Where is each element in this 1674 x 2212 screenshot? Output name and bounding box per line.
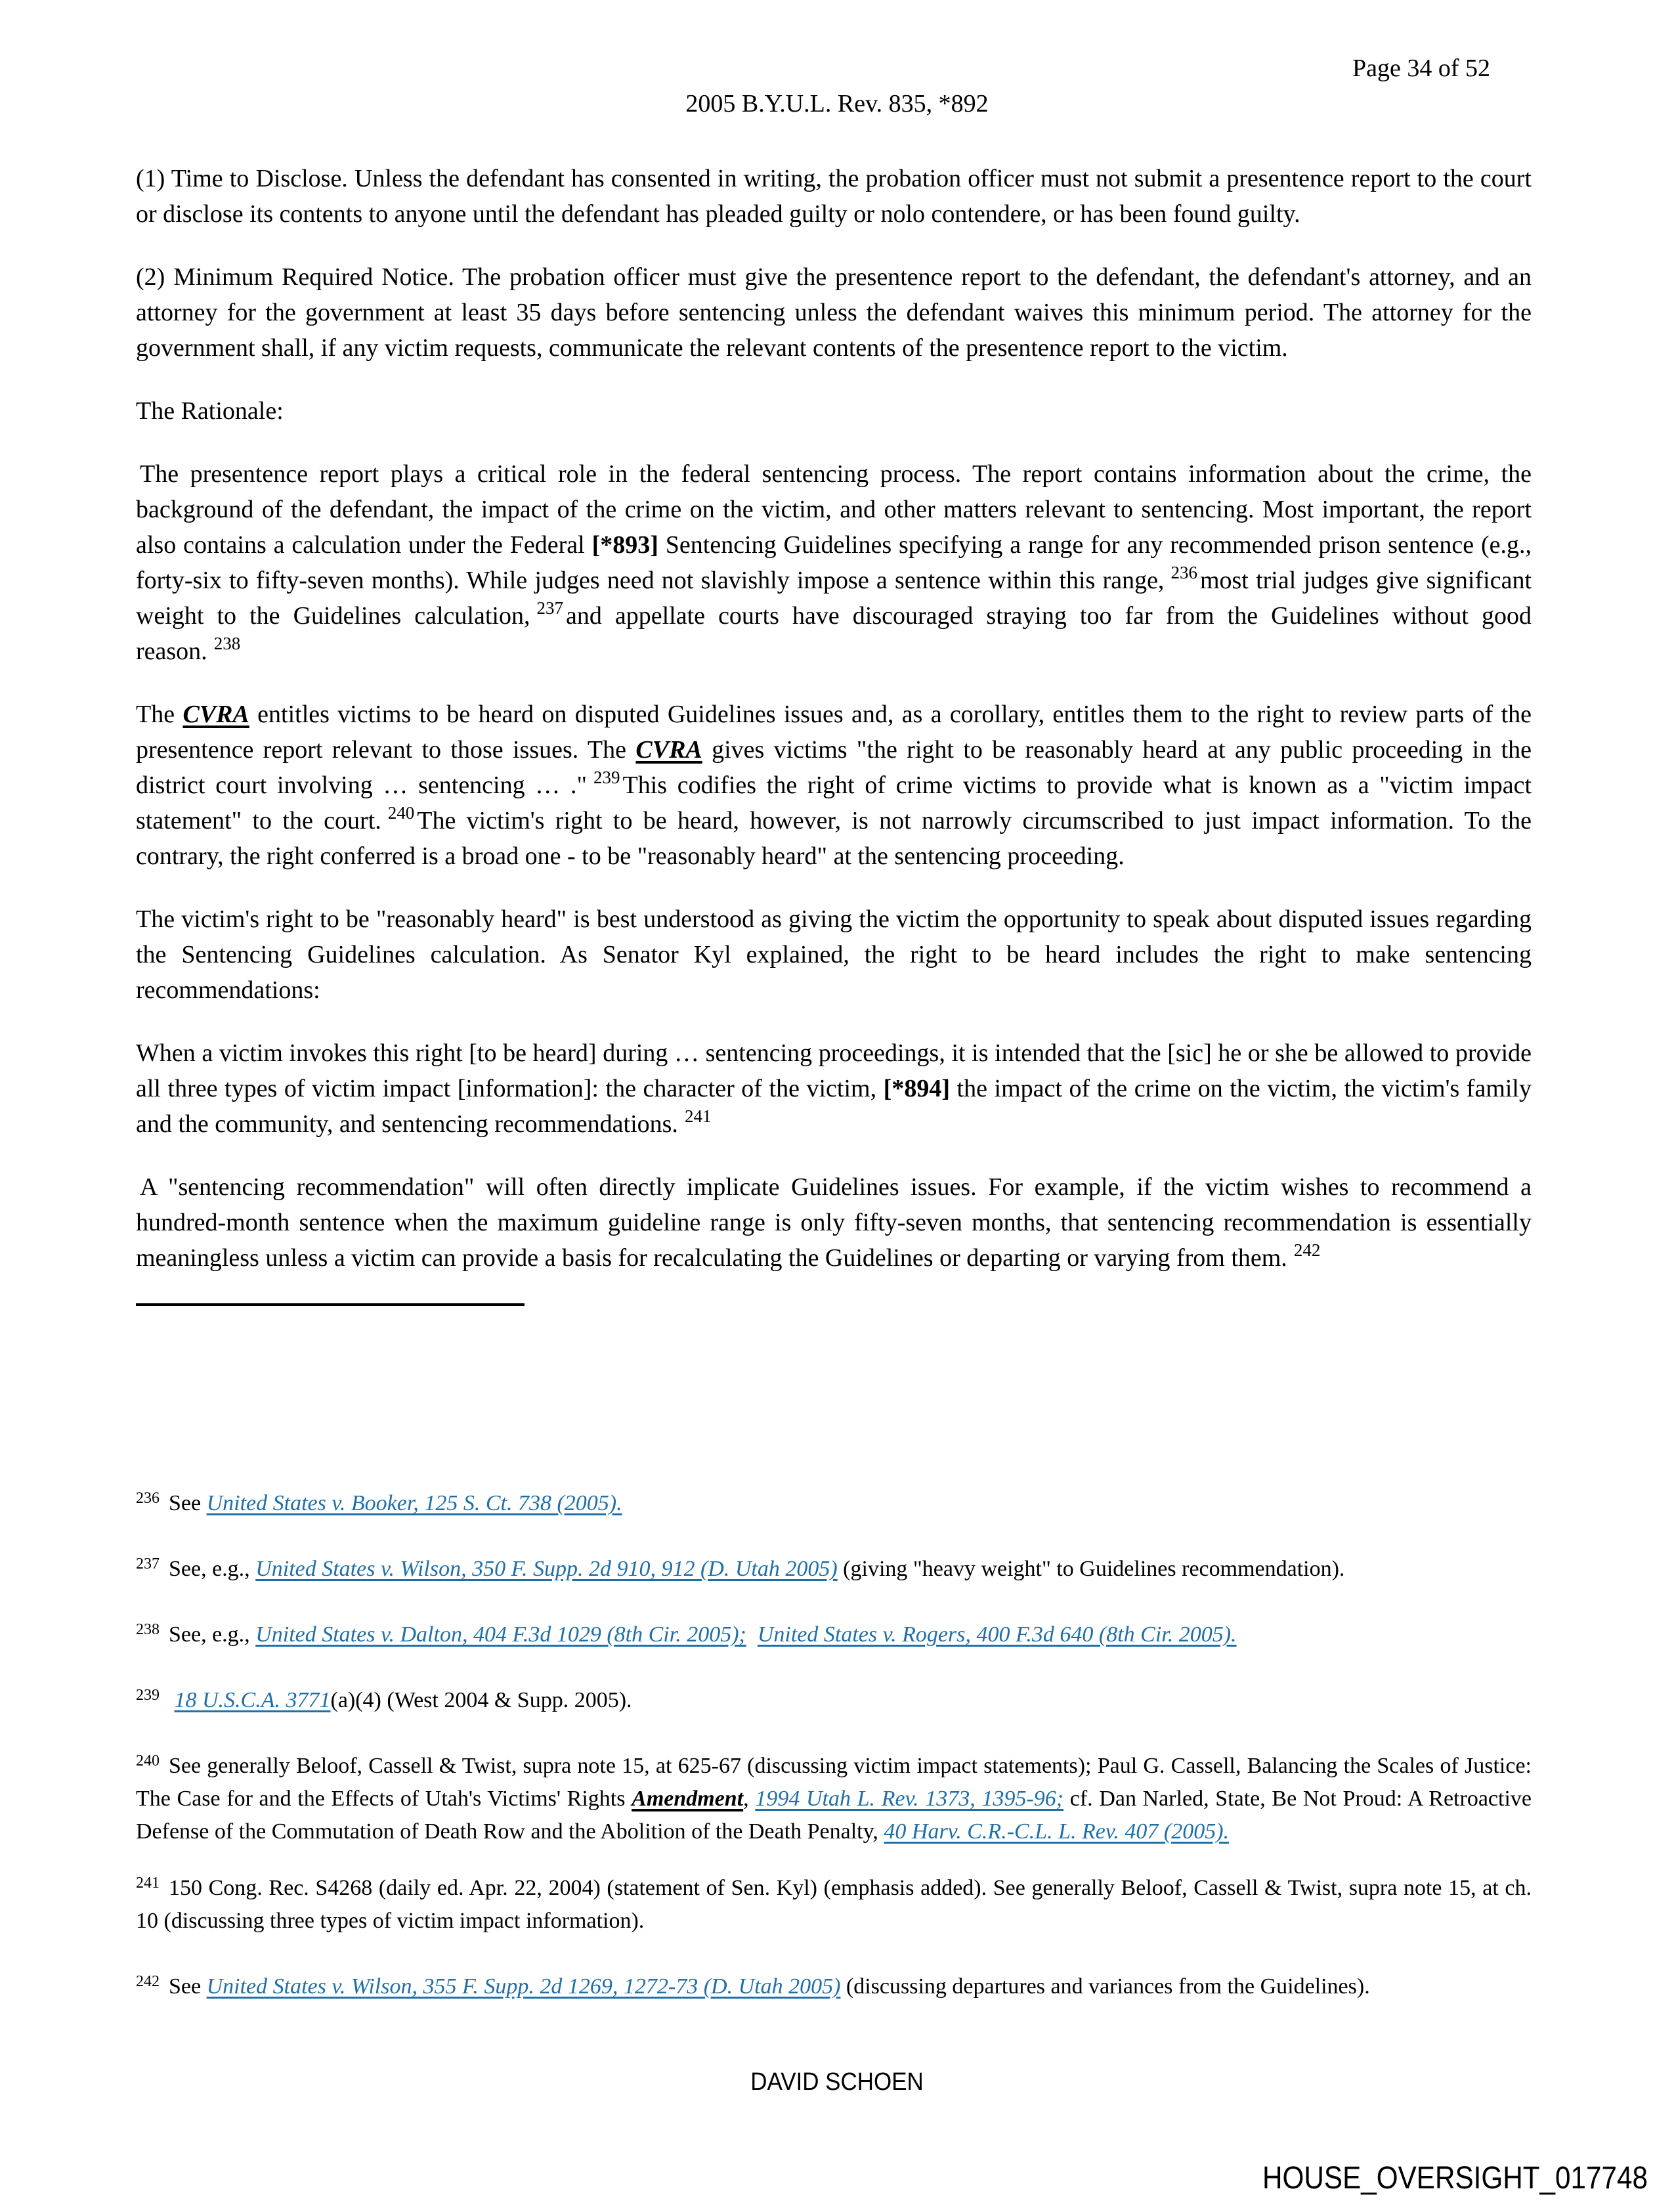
text: entitles victims to be heard on disputed Guidelines issues and, as a corollary, entitles them to the right to review parts of the presentence report relevant to those issues. The [136, 701, 1532, 764]
text: cf. Dan Narled, State, Be Not Proud: A Retroactive Defense of the Commutation of Death Row and the Abolition of the Death Penalty, [136, 1787, 1532, 1844]
text: (giving "heavy weight" to Guidelines recommendation). [837, 1557, 1345, 1581]
text: (a)(4) (West 2004 & Supp. 2005). [330, 1688, 632, 1712]
running-head: 2005 B.Y.U.L. Rev. 835, *892 [685, 90, 989, 118]
footer-author: DAVID SCHOEN [750, 2068, 924, 2096]
text: When a victim invokes this right [to be heard] during … sentencing proceedings, it is intended that the [sic] he or she be allowed to provide all three types of victim impact [information]: the character of the victim, [136, 1039, 1532, 1102]
footnote-238 [136, 1618, 1532, 1651]
text: See [169, 1491, 207, 1515]
paragraph-kyl-quote [136, 1035, 1532, 1142]
text: the impact of the crime on the victim, the victim's family and the community, and sentencing recommendations. [136, 1075, 1532, 1138]
citation-link[interactable]: 40 Harv. C.R.-C.L. L. Rev. 407 (2005). [884, 1819, 1230, 1844]
paragraph-reasonably-heard: The victim's right to be "reasonably heard" is best understood as giving the victim the opportunity to speak about disputed issues regarding the Sentencing Guidelines calculation. As Senator Kyl explained, the right to be heard includes the right to make sentencing recommendations: [136, 905, 1532, 1004]
text: See, e.g., [169, 1557, 256, 1581]
paragraph-minimum-notice: (2) Minimum Required Notice. The probation officer must give the presentence report to the defendant, the defendant's attorney, and an attorney for the government at least 35 days before sentencing unless the defendant waives this minimum period. The attorney for the government shall, if any victim requests, communicate the relevant contents of the presentence report to the victim. [136, 263, 1532, 362]
footnote-242 [136, 1970, 1532, 2003]
paragraph-presentence-role [136, 456, 1532, 669]
footnote-ref[interactable]: 242 [1293, 1240, 1321, 1260]
text: See, e.g., [169, 1622, 256, 1647]
footnote-number: 242 [136, 1973, 160, 1990]
page-number: Page 34 of 52 [1352, 54, 1491, 82]
text: 150 Cong. Rec. S4268 (daily ed. Apr. 22, 2004) (statement of Sen. Kyl) (emphasis added). See generally Beloof, Cassell & Twist, supra note 15, at ch. 10 (discussing three types of victim impact information). [136, 1876, 1532, 1933]
text: The victim's right to be heard, however, is not narrowly circumscribed to just impact information. To the contrary, the right conferred is a broad one - to be "reasonably heard" at the sentencing proceeding. [136, 807, 1532, 870]
footnote-ref[interactable]: 240 [387, 803, 415, 823]
text: See [169, 1974, 207, 1999]
text: The [136, 701, 183, 728]
footnote-ref[interactable]: 236 [1170, 563, 1197, 582]
cvra-term-link[interactable]: CVRA [635, 736, 702, 764]
citation-link[interactable]: 1994 Utah L. Rev. 1373, 1395-96; [755, 1787, 1064, 1811]
cvra-term-link[interactable]: CVRA [182, 701, 249, 728]
footnote-ref[interactable]: 239 [593, 768, 620, 787]
footnote-240 [136, 1750, 1532, 1848]
citation-link[interactable]: United States v. Wilson, 355 F. Supp. 2d 1269, 1272-73 (D. Utah 2005) [206, 1974, 841, 1999]
footnote-separator [136, 1303, 525, 1306]
footnote-number: 241 [136, 1875, 160, 1892]
footnote-number: 240 [136, 1752, 160, 1769]
footnotes [136, 1487, 1532, 2036]
citation-link[interactable]: United States v. Rogers, 400 F.3d 640 (8th Cir. 2005). [757, 1622, 1237, 1647]
citation-link[interactable]: United States v. Dalton, 404 F.3d 1029 (8th Cir. 2005); [255, 1622, 746, 1647]
footnote-number: 236 [136, 1490, 160, 1507]
footnote-number: 237 [136, 1555, 160, 1572]
citation-link[interactable]: 18 U.S.C.A. 3771 [174, 1688, 331, 1712]
star-page-marker: [*893] [591, 531, 658, 559]
text: gives victims "the right to be reasonably heard at any public proceeding in the district court involving … sentencing … ." [136, 736, 1532, 799]
footnote-number: 238 [136, 1621, 160, 1638]
footnote-237 [136, 1553, 1532, 1586]
footnote-236 [136, 1487, 1532, 1520]
citation-link[interactable]: United States v. Wilson, 350 F. Supp. 2d 910, 912 (D. Utah 2005) [255, 1557, 838, 1581]
footnote-239 [136, 1684, 1532, 1717]
footnote-ref[interactable]: 241 [684, 1106, 712, 1126]
text: Sentencing Guidelines specifying a range for any recommended prison sentence (e.g., forty-six to fifty-seven months). While judges need not slavishly impose a sentence within this range, [136, 531, 1532, 594]
text: A "sentencing recommendation" will often directly implicate Guidelines issues. For example, if the victim wishes to recommend a hundred-month sentence when the maximum guideline range is only fifty-seven months, that sentencing recommendation is essentially meaningless unless a victim can provide a basis for recalculating the Guidelines or departing or varying from them. [136, 1173, 1532, 1272]
paragraph-sentencing-recommendation [136, 1169, 1532, 1276]
text: The presentence report plays a critical role in the federal sentencing process. The report contains information about the crime, the background of the defendant, the impact of the crime on the victim, and other matters relevant to sentencing. Most important, the report also contains a calculation under the Federal [136, 460, 1532, 559]
bates-number: HOUSE_OVERSIGHT_017748 [1262, 2161, 1648, 2196]
footnote-ref[interactable]: 237 [536, 598, 563, 618]
paragraph-cvra [136, 697, 1532, 874]
paragraph-rationale-heading: The Rationale: [136, 397, 284, 425]
star-page-marker: [*894] [883, 1075, 950, 1102]
citation-link[interactable]: United States v. Booker, 125 S. Ct. 738 (2005). [206, 1491, 622, 1515]
text: and appellate courts have discouraged straying too far from the Guidelines without good reason. [136, 602, 1532, 665]
text [169, 1688, 175, 1712]
text: (discussing departures and variances from the Guidelines). [840, 1974, 1370, 1999]
text: This codifies the right of crime victims to provide what is known as a "victim impact statement" to the court. [136, 771, 1532, 835]
footnote-number: 239 [136, 1687, 160, 1704]
amendment-term-link[interactable]: Amendment [632, 1787, 744, 1811]
footnote-ref[interactable]: 238 [213, 634, 241, 653]
text: most trial judges give significant weight to the Guidelines calculation, [136, 567, 1532, 630]
paragraph-time-to-disclose: (1) Time to Disclose. Unless the defendant has consented in writing, the probation officer must not submit a presentence report to the court or disclose its contents to anyone until the defendant has pleaded guilty or nolo contendere, or has been found guilty. [136, 165, 1532, 228]
footnote-241 [136, 1872, 1532, 1938]
text: See generally Beloof, Cassell & Twist, supra note 15, at 625-67 (discussing victim impact statements); Paul G. Cassell, Balancing the Scales of Justice: The Case for and the Effects of Utah's Victims' Rights [136, 1754, 1532, 1811]
text [746, 1622, 758, 1647]
text: , [743, 1787, 756, 1811]
main-body [136, 161, 1532, 1306]
